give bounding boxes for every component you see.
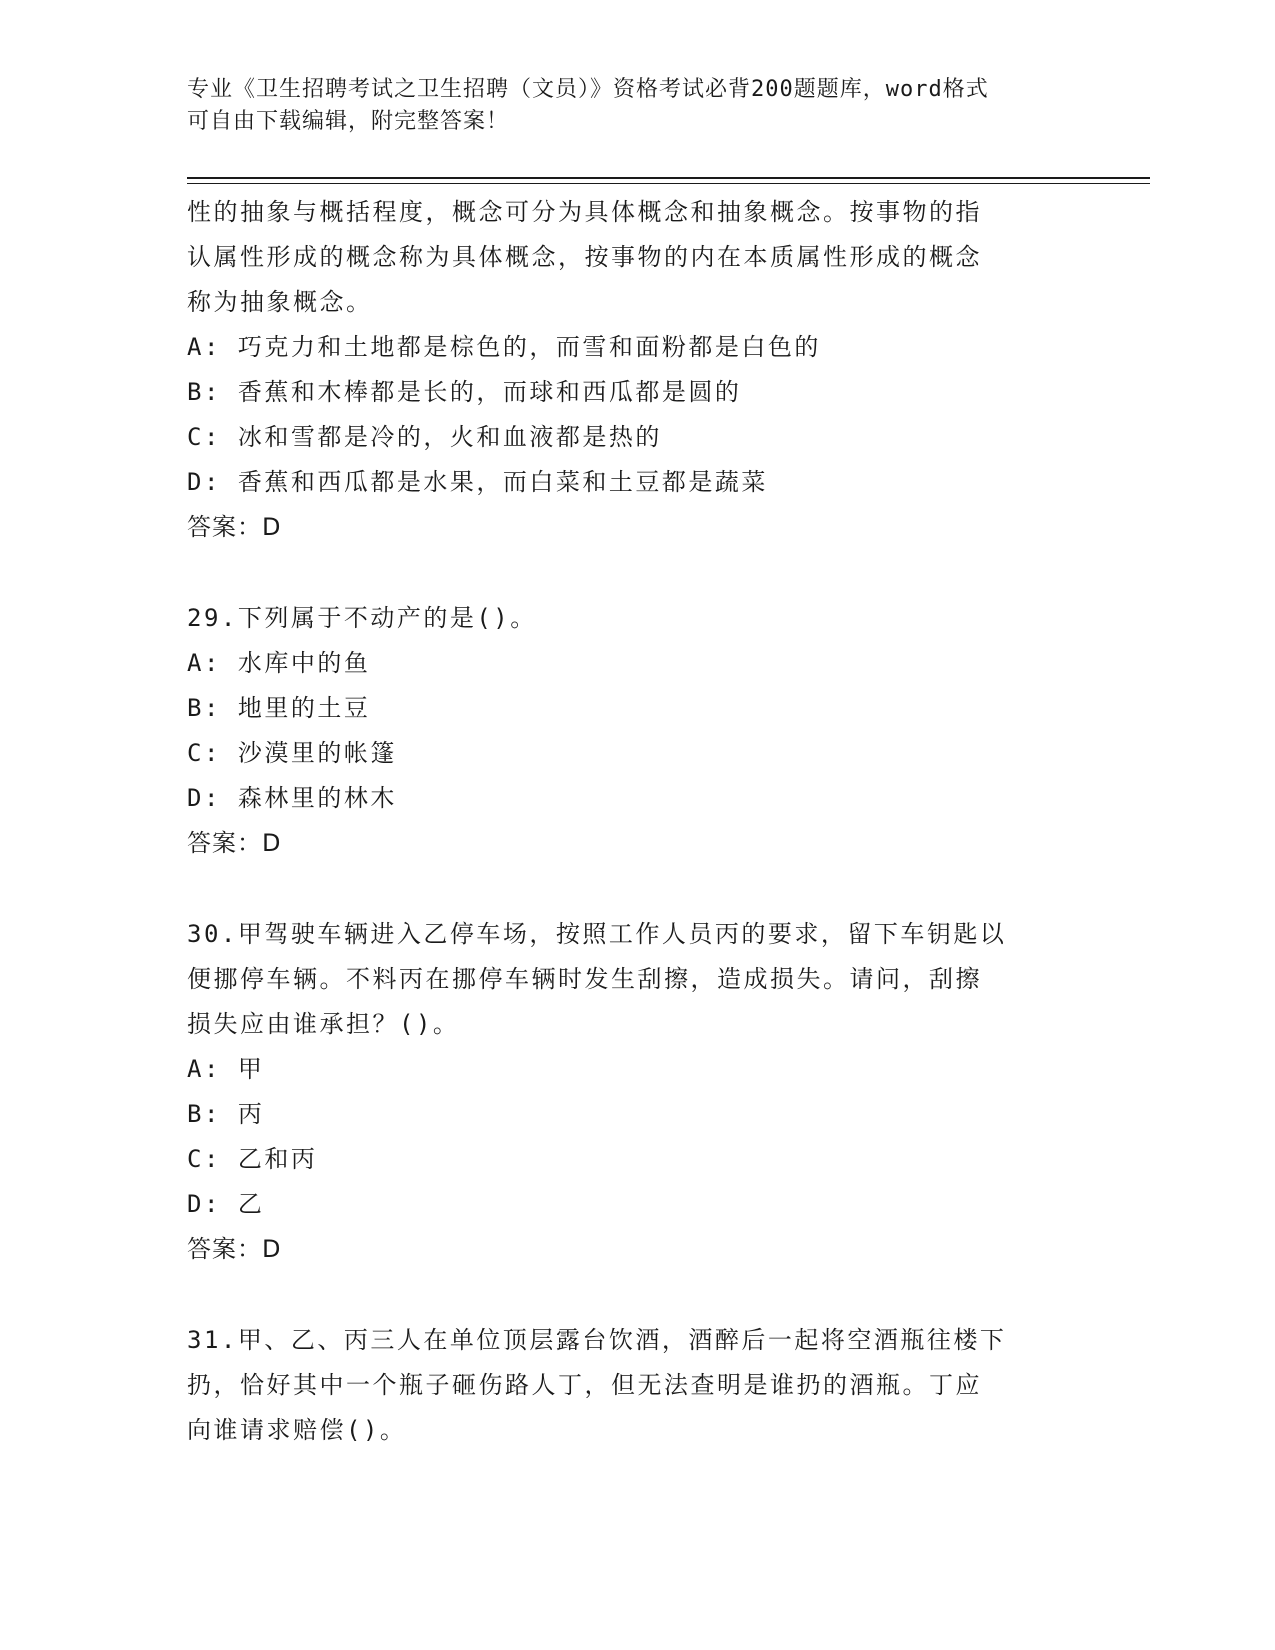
answer-line: 答案：D: [187, 829, 282, 857]
question-28-continuation: [187, 190, 1087, 550]
option-b: B: 丙: [187, 1100, 265, 1128]
question-text-line: 便挪停车辆。不料丙在挪停车辆时发生刮擦，造成损失。请问，刮擦: [187, 965, 982, 993]
question-text-line: 损失应由谁承担？()。: [187, 1010, 460, 1038]
option-d: D: 森林里的林木: [187, 784, 397, 812]
option-c: C: 冰和雪都是冷的，火和血液都是热的: [187, 423, 662, 451]
option-a: A: 水库中的鱼: [187, 649, 371, 677]
answer-line: 答案：D: [187, 513, 282, 541]
option-b: B: 地里的土豆: [187, 694, 371, 722]
answer-line: 答案：D: [187, 1235, 282, 1263]
option-b: B: 香蕉和木棒都是长的，而球和西瓜都是圆的: [187, 378, 742, 406]
document-header: [187, 74, 1087, 138]
option-a: A: 甲: [187, 1055, 265, 1083]
option-a: A: 巧克力和土地都是棕色的，而雪和面粉都是白色的: [187, 333, 821, 361]
question-text-line: 31.甲、乙、丙三人在单位顶层露台饮酒，酒醉后一起将空酒瓶往楼下: [187, 1326, 1007, 1354]
question-text-line: 称为抽象概念。: [187, 288, 373, 316]
question-31: [187, 1318, 1087, 1453]
header-divider-thin: [187, 183, 1150, 184]
option-c: C: 乙和丙: [187, 1145, 318, 1173]
header-divider-thick: [187, 177, 1150, 179]
option-c: C: 沙漠里的帐篷: [187, 739, 397, 767]
spacer: [187, 1272, 1087, 1318]
question-text-line: 30.甲驾驶车辆进入乙停车场，按照工作人员丙的要求，留下车钥匙以: [187, 920, 1007, 948]
spacer: [187, 866, 1087, 912]
header-line-1: 专业《卫生招聘考试之卫生招聘（文员）》资格考试必背200题题库，word格式: [187, 77, 989, 102]
option-d: D: 香蕉和西瓜都是水果，而白菜和土豆都是蔬菜: [187, 468, 768, 496]
header-line-2: 可自由下载编辑，附完整答案！: [187, 109, 510, 134]
question-text-line: 29.下列属于不动产的是()。: [187, 604, 537, 632]
question-text-line: 扔，恰好其中一个瓶子砸伤路人丁，但无法查明是谁扔的酒瓶。丁应: [187, 1371, 982, 1399]
question-29: [187, 596, 1087, 866]
spacer: [187, 550, 1087, 596]
question-text-line: 向谁请求赔偿()。: [187, 1416, 407, 1444]
question-30: [187, 912, 1087, 1272]
option-d: D: 乙: [187, 1190, 265, 1218]
question-text-line: 认属性形成的概念称为具体概念，按事物的内在本质属性形成的概念: [187, 243, 982, 271]
question-text-line: 性的抽象与概括程度，概念可分为具体概念和抽象概念。按事物的指: [187, 198, 982, 226]
document-body: [187, 190, 1087, 1453]
